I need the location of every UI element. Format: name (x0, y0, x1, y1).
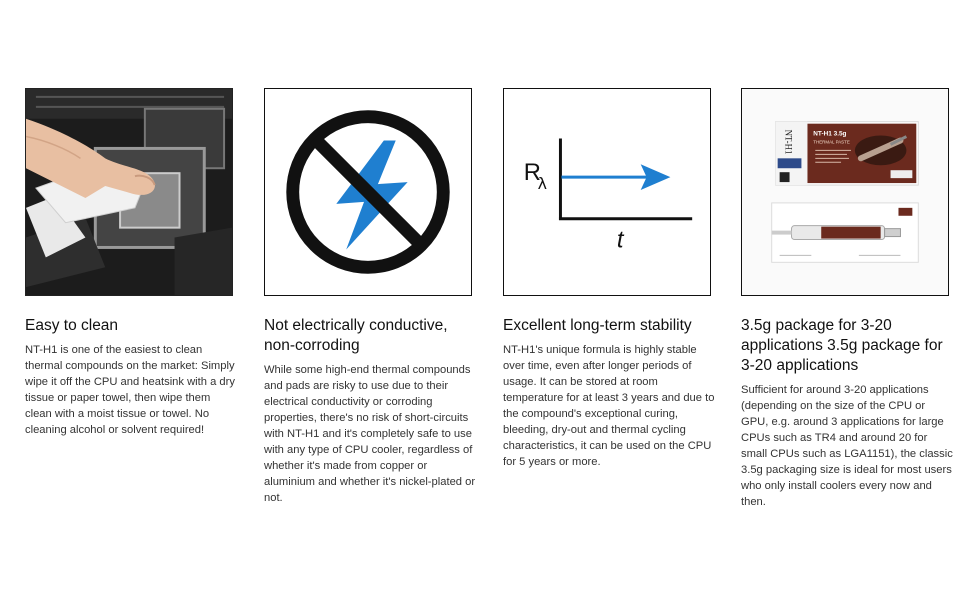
card-description: NT-H1's unique formula is highly stable over time, even after longer periods of usage. It can be stored at room temperature for at least 3 years and due to the compound's exceptional curing, bleeding, dry-out and thermal cycling characteristics, it can be used on the CPU for 5 years or more. (503, 344, 715, 468)
syringe-product (772, 203, 919, 262)
y-axis-label: R (523, 159, 541, 187)
hand-wiping-cpu-photo (25, 88, 233, 296)
feature-card-easy-to-clean (25, 88, 237, 438)
box-side-brand: NT-H1 (783, 129, 794, 155)
prohibition-slash (315, 139, 422, 246)
box-subtitle: THERMAL PASTE (813, 139, 850, 145)
card-description: NT-H1 is one of the easiest to clean thermal compounds on the market: Simply wipe it off the CPU and heatsink with a dry tissue or paper towel, then wipe them clean with a moist tissue or towel. No cleaning alcohol or solvent required! (25, 344, 235, 436)
stability-graph (503, 88, 711, 296)
feature-card-not-conductive (264, 88, 476, 506)
product-box (776, 122, 919, 185)
feature-card-package (741, 88, 953, 510)
cleaning-photo-illustration (26, 89, 232, 295)
card-title: 3.5g package for 3-20 applications 3.5g package for 3-20 applications (741, 317, 943, 374)
card-title: Excellent long-term stability (503, 317, 692, 334)
box-product-name: NT-H1 3.5g (813, 130, 847, 138)
card-description: Sufficient for around 3-20 applications (depending on the size of the CPU or GPU, e.g. around 3 applications for large CPUs such as TR4 and around 20 for small CPUs such as LGA1151), the classic 3.5g packaging size is ideal for most users who only install coolers every now and then. (741, 384, 953, 508)
x-axis-label: t (616, 226, 624, 254)
feature-card-stability (503, 88, 715, 470)
card-title: Easy to clean (25, 317, 119, 334)
y-axis-subscript: λ (537, 174, 548, 194)
card-title: Not electrically conductive, non-corroding (264, 317, 448, 354)
package-photo (741, 88, 949, 296)
card-description: While some high-end thermal compounds and pads are risky to use due to their electrical conductivity or corroding properties, there's no risk of short-circuits with NT-H1 and it's completely safe to use with any type of CPU cooler, regardless of whether it's made from copper or aluminium and whether it's nickel-plated or not. (264, 364, 476, 504)
no-electricity-icon (264, 88, 472, 296)
